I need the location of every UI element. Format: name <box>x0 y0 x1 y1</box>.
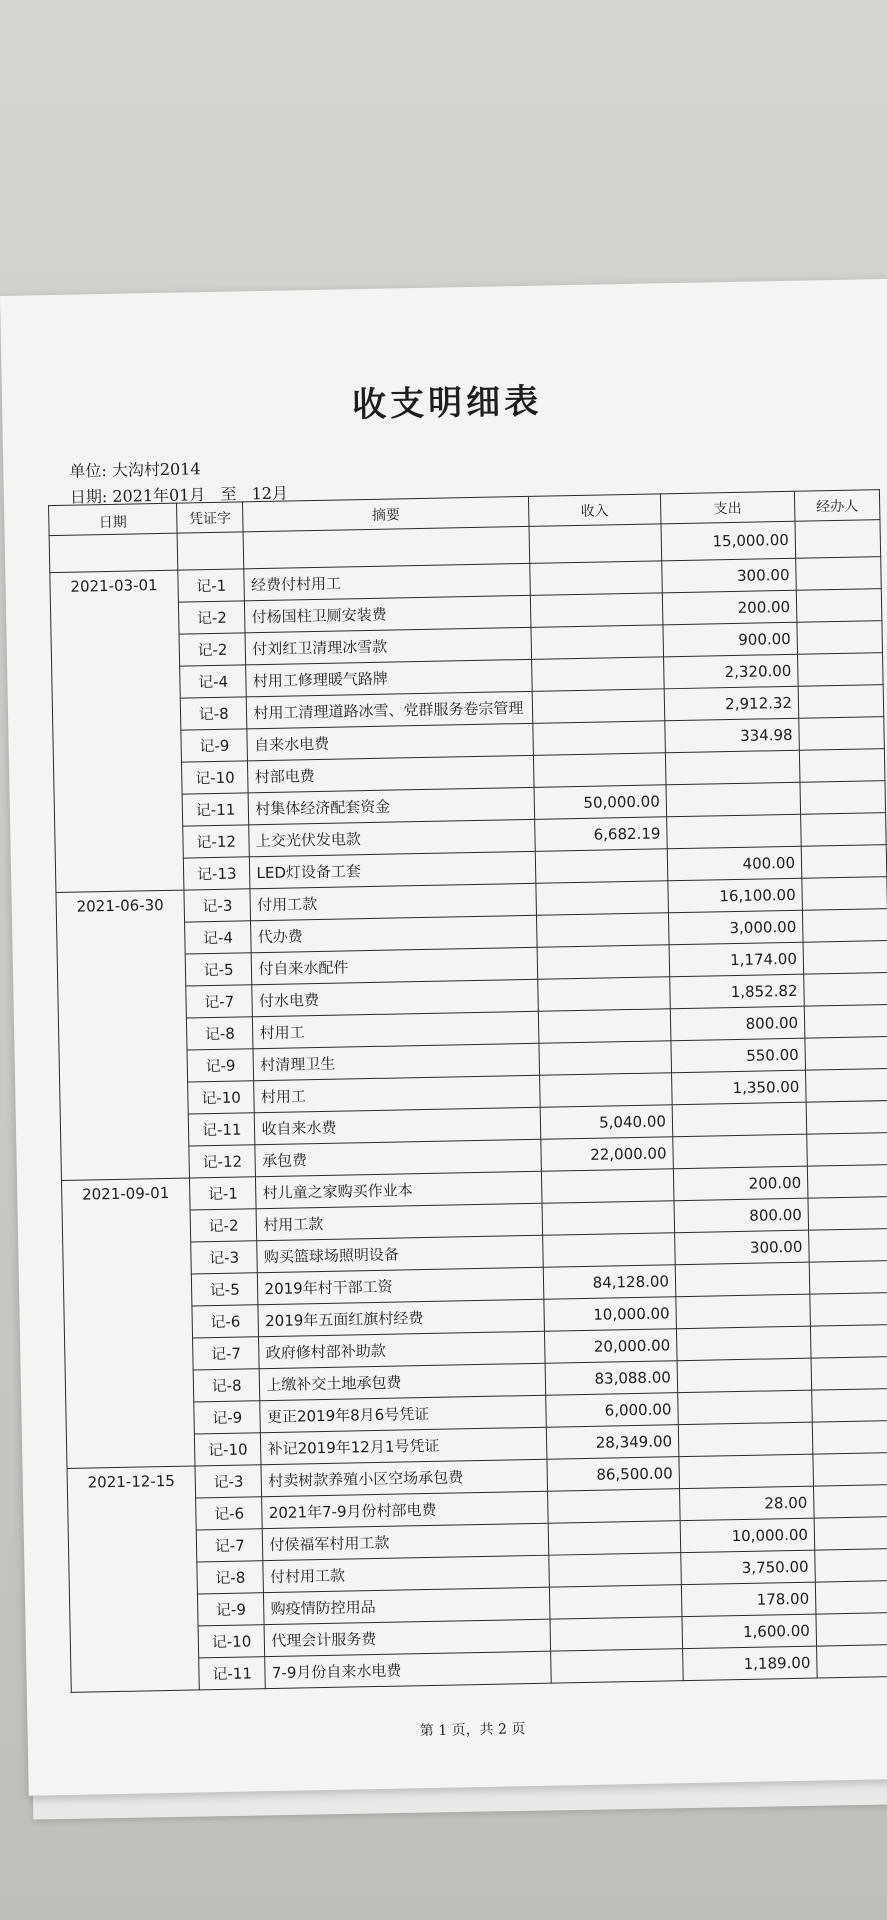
expense-cell <box>678 1390 813 1425</box>
voucher-cell: 记-10 <box>198 1625 265 1658</box>
summary-cell: 上交光伏发电款 <box>249 819 535 856</box>
voucher-cell: 记-13 <box>183 857 250 890</box>
voucher-cell: 记-5 <box>191 1273 258 1306</box>
expense-cell: 800.00 <box>670 1006 805 1041</box>
summary-cell: 自来水电费 <box>247 723 533 760</box>
voucher-cell: 记-12 <box>189 1145 256 1178</box>
agent-cell <box>814 1516 887 1550</box>
income-cell <box>532 657 665 692</box>
agent-cell <box>809 1261 887 1295</box>
expense-cell: 200.00 <box>662 590 797 625</box>
income-cell <box>531 625 664 660</box>
expense-cell: 1,852.82 <box>670 974 805 1009</box>
income-cell <box>535 849 668 884</box>
agent-cell <box>798 653 884 687</box>
header-agent: 经办人 <box>794 490 880 522</box>
summary-cell: 村用工款 <box>257 1203 543 1240</box>
expense-cell <box>666 782 801 817</box>
summary-cell: 承包费 <box>255 1139 541 1176</box>
summary-cell: 补记2019年12月1号凭证 <box>261 1427 547 1464</box>
summary-cell: 政府修村部补助款 <box>259 1331 545 1368</box>
income-cell <box>542 1201 675 1236</box>
summary-cell: 付村用工款 <box>263 1555 549 1592</box>
summary-cell: 2021年7-9月份村部电费 <box>262 1491 548 1528</box>
expense-cell: 400.00 <box>667 846 802 881</box>
agent-cell <box>813 1452 887 1486</box>
period-to: 12月 <box>251 483 289 504</box>
voucher-cell: 记-2 <box>178 601 245 634</box>
header-date: 日期 <box>49 503 177 535</box>
agent-cell <box>796 557 882 591</box>
income-cell: 28,349.00 <box>546 1425 679 1460</box>
expense-cell: 2,912.32 <box>664 686 799 721</box>
expense-cell <box>665 750 800 785</box>
ledger-sheet <box>0 279 887 1796</box>
income-cell: 83,088.00 <box>545 1361 678 1396</box>
income-cell <box>550 1617 683 1652</box>
summary-cell: 付刘红卫清理冰雪款 <box>245 627 531 664</box>
summary-cell: 代理会计服务费 <box>264 1619 550 1656</box>
voucher-cell: 记-4 <box>180 665 247 698</box>
summary-cell: 经费付村用工 <box>244 563 530 600</box>
income-cell <box>549 1553 682 1588</box>
summary-cell: 村用工清理道路冰雪、党群服务卷宗管理 <box>247 691 533 728</box>
agent-cell <box>807 1165 887 1199</box>
page-title: 收支明细表 <box>351 381 543 426</box>
voucher-cell: 记-11 <box>188 1113 255 1146</box>
agent-cell <box>803 941 887 975</box>
agent-cell <box>802 909 887 943</box>
summary-cell: 更正2019年8月6号凭证 <box>260 1395 546 1432</box>
voucher-cell: 记-7 <box>186 985 253 1018</box>
expense-cell: 200.00 <box>673 1166 808 1201</box>
expense-cell <box>672 1102 807 1137</box>
income-cell <box>538 977 671 1012</box>
agent-cell <box>806 1101 887 1135</box>
group-date: 2021-06-30 <box>56 890 189 1180</box>
header-expense: 支出 <box>660 491 795 524</box>
income-cell <box>532 689 665 724</box>
agent-cell <box>796 589 882 623</box>
expense-cell <box>677 1358 812 1393</box>
summary-cell: 上缴补交土地承包费 <box>260 1363 546 1400</box>
income-cell: 50,000.00 <box>534 785 667 820</box>
header-income: 收入 <box>528 494 661 527</box>
income-cell <box>551 1649 684 1684</box>
income-cell <box>541 1169 674 1204</box>
agent-cell <box>804 973 887 1007</box>
income-cell: 20,000.00 <box>544 1329 677 1364</box>
income-cell <box>536 881 669 916</box>
income-cell <box>543 1233 676 1268</box>
voucher-cell: 记-2 <box>190 1209 257 1242</box>
summary-cell: 村儿童之家购买作业本 <box>256 1171 542 1208</box>
income-cell <box>548 1521 681 1556</box>
agent-cell <box>800 781 886 815</box>
summary-cell: 付水电费 <box>252 979 538 1016</box>
voucher-cell: 记-6 <box>192 1305 259 1338</box>
period-sep: 至 <box>220 484 237 504</box>
agent-cell <box>810 1325 887 1359</box>
income-cell <box>547 1489 680 1524</box>
period-label: 日期: <box>69 486 108 507</box>
voucher-cell: 记-12 <box>183 825 250 858</box>
income-cell <box>539 1041 672 1076</box>
expense-cell: 1,600.00 <box>682 1614 817 1649</box>
agent-cell <box>815 1548 887 1582</box>
agent-cell <box>815 1580 887 1614</box>
agent-cell <box>799 717 885 751</box>
agent-cell <box>801 845 887 879</box>
voucher-cell: 记-10 <box>194 1433 261 1466</box>
expense-cell: 1,350.00 <box>672 1070 807 1105</box>
income-cell <box>540 1073 673 1108</box>
income-cell <box>533 753 666 788</box>
summary-cell: 付侯福军村用工款 <box>263 1523 549 1560</box>
summary-cell: 付自来水配件 <box>252 947 538 984</box>
expense-cell <box>679 1454 814 1489</box>
agent-cell <box>797 621 883 655</box>
voucher-cell: 记-1 <box>189 1177 256 1210</box>
ledger-table <box>48 486 887 1693</box>
expense-cell: 900.00 <box>663 622 798 657</box>
expense-cell: 550.00 <box>671 1038 806 1073</box>
summary-cell: 村部电费 <box>248 755 534 792</box>
agent-cell <box>802 877 887 911</box>
agent-cell <box>816 1612 887 1646</box>
voucher-cell: 记-3 <box>184 889 251 922</box>
voucher-cell: 记-3 <box>191 1241 258 1274</box>
agent-cell <box>805 1037 887 1071</box>
voucher-cell: 记-9 <box>187 1049 254 1082</box>
agent-cell <box>814 1484 887 1518</box>
income-cell: 22,000.00 <box>541 1137 674 1172</box>
expense-cell: 334.98 <box>665 718 800 753</box>
voucher-cell: 记-6 <box>196 1497 263 1530</box>
agent-cell <box>812 1388 887 1422</box>
agent-cell <box>807 1133 887 1167</box>
expense-cell: 3,000.00 <box>668 910 803 945</box>
summary-cell: 村卖树款养殖小区空场承包费 <box>261 1459 547 1496</box>
group-date: 2021-03-01 <box>50 570 184 892</box>
voucher-cell: 记-1 <box>178 569 245 602</box>
expense-cell <box>676 1294 811 1329</box>
voucher-cell: 记-4 <box>184 921 251 954</box>
income-cell <box>530 593 663 628</box>
header-summary: 摘要 <box>243 496 529 531</box>
agent-cell <box>810 1293 887 1327</box>
voucher-cell: 记-9 <box>197 1593 264 1626</box>
voucher-cell: 记-10 <box>188 1081 255 1114</box>
voucher-cell: 记-7 <box>196 1529 263 1562</box>
expense-cell: 1,174.00 <box>669 942 804 977</box>
expense-cell: 28.00 <box>679 1486 814 1521</box>
expense-cell <box>667 814 802 849</box>
expense-cell: 16,100.00 <box>668 878 803 913</box>
expense-cell <box>678 1422 813 1457</box>
voucher-cell: 记-8 <box>193 1369 260 1402</box>
summary-cell: 收自来水费 <box>255 1107 541 1144</box>
agent-cell <box>812 1420 887 1454</box>
income-cell: 6,000.00 <box>546 1393 679 1428</box>
voucher-cell: 记-8 <box>180 697 247 730</box>
summary-cell: 购买篮球场照明设备 <box>257 1235 543 1272</box>
voucher-cell: 记-2 <box>179 633 246 666</box>
voucher-cell: 记-9 <box>194 1401 261 1434</box>
income-cell: 86,500.00 <box>547 1457 680 1492</box>
expense-cell: 10,000.00 <box>680 1518 815 1553</box>
voucher-cell: 记-11 <box>182 793 249 826</box>
voucher-cell: 记-10 <box>181 761 248 794</box>
income-cell <box>549 1585 682 1620</box>
voucher-cell: 记-3 <box>195 1465 262 1498</box>
voucher-cell: 记-8 <box>197 1561 264 1594</box>
voucher-cell: 记-7 <box>192 1337 259 1370</box>
summary-cell: 村用工修理暖气路牌 <box>246 659 532 696</box>
page-footer: 第 1 页，共 2 页 <box>419 1721 526 1740</box>
voucher-cell: 记-9 <box>181 729 248 762</box>
agent-cell <box>811 1356 887 1390</box>
income-cell <box>537 945 670 980</box>
income-cell <box>530 561 663 596</box>
summary-cell: 代办费 <box>251 915 537 952</box>
agent-cell <box>806 1069 887 1103</box>
summary-cell: 购疫情防控用品 <box>264 1587 550 1624</box>
agent-cell <box>801 813 887 847</box>
summary-cell: 2019年五面红旗村经费 <box>258 1299 544 1336</box>
expense-cell: 1,189.00 <box>683 1646 818 1681</box>
summary-cell: LED灯设备工套 <box>250 851 536 888</box>
agent-cell <box>809 1229 887 1263</box>
income-cell <box>538 1009 671 1044</box>
expense-cell <box>675 1262 810 1297</box>
expense-cell: 3,750.00 <box>681 1550 816 1585</box>
summary-cell: 付用工款 <box>250 883 536 920</box>
income-cell: 84,128.00 <box>543 1265 676 1300</box>
agent-cell <box>817 1644 887 1678</box>
voucher-cell: 记-5 <box>185 953 252 986</box>
expense-cell: 800.00 <box>674 1198 809 1233</box>
summary-cell: 2019年村干部工资 <box>258 1267 544 1304</box>
voucher-cell: 记-11 <box>199 1657 266 1690</box>
group-date: 2021-09-01 <box>61 1178 194 1468</box>
period-from: 2021年01月 <box>112 485 206 506</box>
opening-expense: 15,000.00 <box>661 521 796 561</box>
header-voucher: 凭证字 <box>176 502 243 533</box>
summary-cell: 付杨国柱卫厕安装费 <box>245 595 531 632</box>
expense-cell: 178.00 <box>681 1582 816 1617</box>
agent-cell <box>799 749 885 783</box>
summary-cell: 村用工 <box>254 1075 540 1112</box>
income-cell: 5,040.00 <box>540 1105 673 1140</box>
income-cell <box>536 913 669 948</box>
unit-line: 单位: 大沟村2014 <box>69 459 201 481</box>
income-cell <box>533 721 666 756</box>
expense-cell <box>676 1326 811 1361</box>
income-cell: 6,682.19 <box>535 817 668 852</box>
expense-cell: 2,320.00 <box>664 654 799 689</box>
agent-cell <box>808 1197 887 1231</box>
summary-cell: 村用工 <box>253 1011 539 1048</box>
expense-cell <box>673 1134 808 1169</box>
summary-cell: 村清理卫生 <box>253 1043 539 1080</box>
agent-cell <box>804 1005 887 1039</box>
summary-cell: 7-9月份自来水电费 <box>265 1651 551 1688</box>
summary-cell: 村集体经济配套资金 <box>249 787 535 824</box>
agent-cell <box>798 685 884 719</box>
expense-cell: 300.00 <box>675 1230 810 1265</box>
income-cell: 10,000.00 <box>544 1297 677 1332</box>
voucher-cell: 记-8 <box>186 1017 253 1050</box>
group-date: 2021-12-15 <box>67 1466 199 1692</box>
expense-cell: 300.00 <box>662 558 797 593</box>
